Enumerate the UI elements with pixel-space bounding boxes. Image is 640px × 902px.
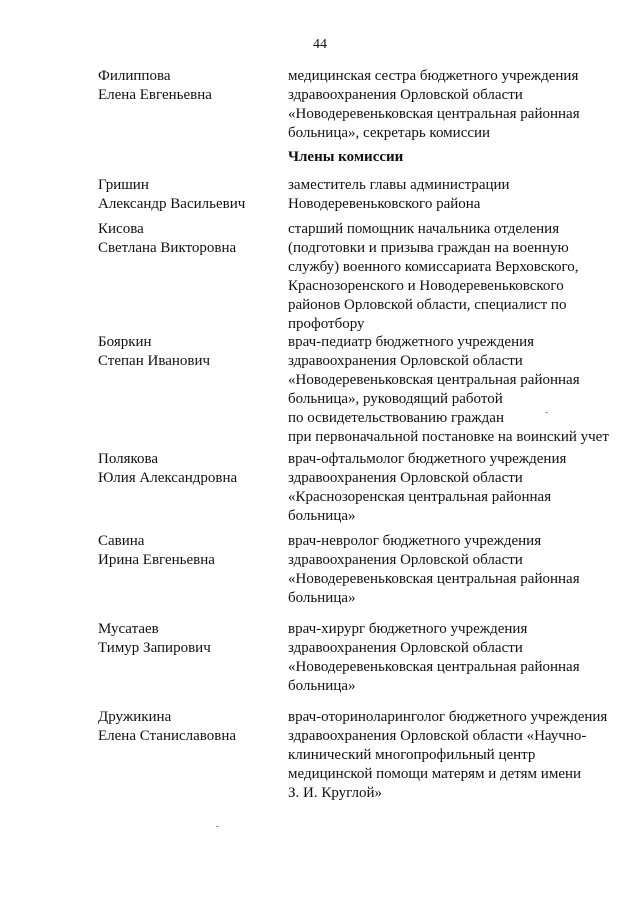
- member-surname: Полякова: [98, 451, 159, 467]
- member-surname: Мусатаев: [98, 621, 159, 637]
- member-surname: Гришин: [98, 177, 149, 193]
- position-line: старший помощник начальника отделения: [288, 221, 560, 237]
- member-surname: Савина: [98, 533, 145, 549]
- member-given-names: Елена Станиславовна: [98, 728, 237, 744]
- position-line: здравоохранения Орловской области: [288, 640, 523, 656]
- member-name: [98, 220, 278, 258]
- position-line: службу) военного комиссариата Верховского,: [288, 259, 579, 275]
- position-line: больница», секретарь комиссии: [288, 125, 491, 141]
- member-position: [288, 176, 628, 214]
- member-name: [98, 176, 278, 214]
- position-line: больница», руководящий работой: [288, 391, 503, 407]
- member-given-names: Светлана Викторовна: [98, 240, 237, 256]
- member-surname: Филиппова: [98, 68, 171, 84]
- position-line: по освидетельствованию граждан: [288, 410, 504, 426]
- position-line: здравоохранения Орловской области: [288, 87, 523, 103]
- position-line: больница»: [288, 590, 356, 606]
- position-line: медицинской помощи матерям и детям имени: [288, 766, 582, 782]
- position-line: З. И. Круглой»: [288, 785, 383, 801]
- member-surname: Бояркин: [98, 334, 152, 350]
- position-line: Краснозоренского и Новодеревеньковского: [288, 278, 564, 294]
- position-line: заместитель главы администрации: [288, 177, 510, 193]
- member-surname: Дружикина: [98, 709, 172, 725]
- member-given-names: Тимур Запирович: [98, 640, 211, 656]
- position-line: больница»: [288, 678, 356, 694]
- member-position: [288, 220, 628, 334]
- member-position: [288, 333, 628, 447]
- position-line: врач-оториноларинголог бюджетного учреждения: [288, 709, 608, 725]
- member-given-names: Степан Иванович: [98, 353, 211, 369]
- member-position: [288, 532, 628, 608]
- position-line: врач-офтальмолог бюджетного учреждения: [288, 451, 567, 467]
- member-position: [288, 67, 628, 143]
- member-position: [288, 620, 628, 696]
- position-line: больница»: [288, 508, 356, 524]
- position-line: «Новодеревеньковская центральная районная: [288, 106, 580, 122]
- position-line: здравоохранения Орловской области: [288, 353, 523, 369]
- position-line: врач-невролог бюджетного учреждения: [288, 533, 542, 549]
- position-line: Новодеревеньковского района: [288, 196, 481, 212]
- position-line: «Новодеревеньковская центральная районная: [288, 571, 580, 587]
- scan-speck: [216, 826, 219, 827]
- position-line: врач-педиатр бюджетного учреждения: [288, 334, 535, 350]
- position-line: клинический многопрофильный центр: [288, 747, 536, 763]
- member-given-names: Елена Евгеньевна: [98, 87, 212, 103]
- member-given-names: Ирина Евгеньевна: [98, 552, 215, 568]
- member-name: [98, 333, 278, 371]
- member-surname: Кисова: [98, 221, 144, 237]
- member-name: [98, 450, 278, 488]
- position-line: профотбору: [288, 316, 365, 332]
- member-name: [98, 67, 278, 105]
- position-line: при первоначальной постановке на воинский учет: [288, 429, 609, 445]
- section-heading: Члены комиссии: [288, 149, 404, 165]
- member-given-names: Александр Васильевич: [98, 196, 246, 212]
- position-line: врач-хирург бюджетного учреждения: [288, 621, 528, 637]
- position-line: здравоохранения Орловской области: [288, 470, 523, 486]
- page-number: 44: [313, 37, 327, 52]
- scan-speck: [545, 412, 548, 413]
- member-name: [98, 620, 278, 658]
- position-line: здравоохранения Орловской области «Научно-: [288, 728, 587, 744]
- member-position: [288, 708, 628, 803]
- member-given-names: Юлия Александровна: [98, 470, 238, 486]
- position-line: районов Орловской области, специалист по: [288, 297, 567, 313]
- position-line: медицинская сестра бюджетного учреждения: [288, 68, 579, 84]
- member-name: [98, 532, 278, 570]
- position-line: здравоохранения Орловской области: [288, 552, 523, 568]
- position-line: «Краснозоренская центральная районная: [288, 489, 552, 505]
- position-line: «Новодеревеньковская центральная районная: [288, 372, 580, 388]
- member-name: [98, 708, 278, 746]
- position-line: (подготовки и призыва граждан на военную: [288, 240, 569, 256]
- member-position: [288, 450, 628, 526]
- position-line: «Новодеревеньковская центральная районная: [288, 659, 580, 675]
